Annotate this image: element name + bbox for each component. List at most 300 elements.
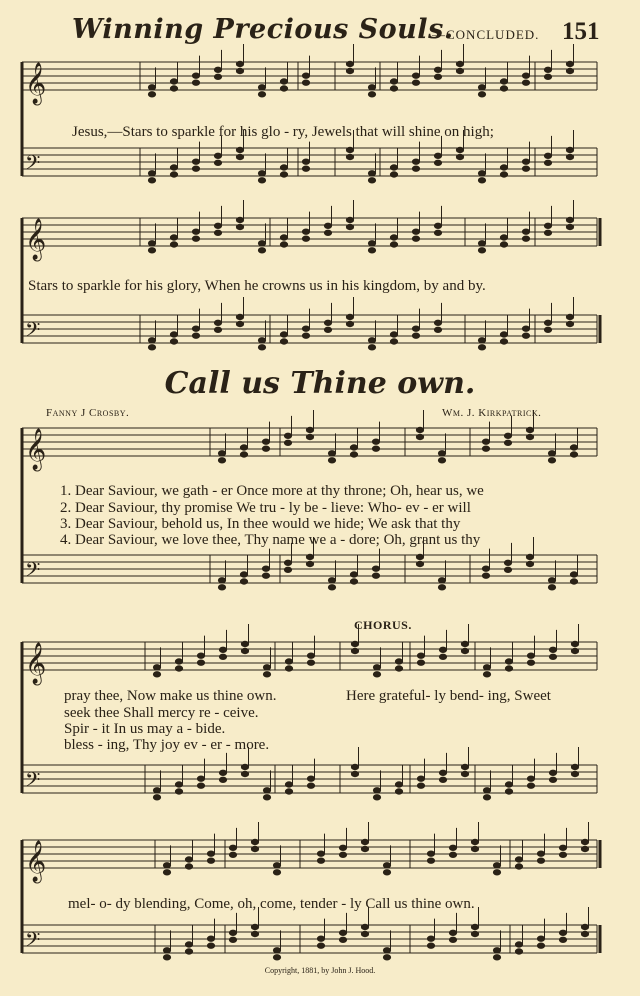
note-head [258,85,265,90]
note-head [390,79,397,84]
note-head [148,171,155,176]
note-head [548,578,555,583]
page-number: 151 [562,18,600,45]
note-head [570,579,577,584]
note-head [372,573,379,578]
note-head [500,235,507,240]
note-head [456,68,463,73]
note-head [559,845,566,850]
note-head [185,857,192,862]
note-head [483,788,490,793]
note-head [456,154,463,159]
note-head [170,242,177,247]
note-head [302,326,309,331]
note-head [197,783,204,788]
note-head [417,660,424,665]
note-head [192,229,199,234]
lyricist-credit: Fanny J Crosby. [46,407,130,419]
note-head [175,659,182,664]
note-head [368,85,375,90]
note-head [214,223,221,228]
note-head [504,567,511,572]
note-head [522,229,529,234]
note-head [170,172,177,177]
copyright-notice: Copyright, 1881, by John J. Hood. [264,966,376,975]
verse-line: 2. Dear Saviour, thy promise We tru - ly be - lieve: Who- ev - er will [60,500,471,516]
verse-line: pray thee, Now make us thine own. [64,688,277,704]
note-head [153,672,160,677]
note-head [148,85,155,90]
bass-clef-icon: 𝄢 [25,928,41,956]
note-head [258,248,265,253]
note-head [527,660,534,665]
note-head [526,434,533,439]
note-head [351,764,358,769]
note-head [258,171,265,176]
note-head [262,446,269,451]
bass-clef-icon: 𝄢 [25,151,41,179]
note-head [434,320,441,325]
note-head [505,782,512,787]
note-head [346,314,353,319]
note-head [328,458,335,463]
note-head [192,159,199,164]
note-head [461,641,468,646]
lyric-line: Jesus,—Stars to sparkle for his glo - ry, Jewels that will shine on high; [72,124,494,140]
note-head [241,641,248,646]
note-head [449,845,456,850]
note-head [368,248,375,253]
note-head [346,321,353,326]
verse-line: 1. Dear Saviour, we gath - er Once more at thy throne; Oh, hear us, we [60,483,484,499]
note-head [566,321,573,326]
lyric-line: Stars to sparkle for his glory, When he crowns us in his kingdom, by and by. [28,278,486,294]
note-head [390,86,397,91]
note-head [192,80,199,85]
note-head [368,171,375,176]
note-head [218,451,225,456]
hymn-title: Call us Thine own. [164,366,476,401]
note-head [500,79,507,84]
note-head [153,788,160,793]
note-head [214,327,221,332]
note-head [549,654,556,659]
note-head [306,554,313,559]
note-head [373,788,380,793]
note-head [449,930,456,935]
note-head [170,79,177,84]
note-head [350,452,357,457]
note-head [570,452,577,457]
note-head [317,858,324,863]
note-head [549,647,556,652]
verse-line: 3. Dear Saviour, behold us, In thee would we hide; We ask that thy [60,516,461,532]
verse-line: seek thee Shall mercy re - ceive. [64,705,259,721]
note-head [285,782,292,787]
note-head [544,153,551,158]
note-head [280,172,287,177]
note-head [284,440,291,445]
note-head [548,451,555,456]
note-head [548,585,555,590]
note-head [395,666,402,671]
note-head [537,943,544,948]
note-head [373,795,380,800]
note-head [324,320,331,325]
note-head [566,61,573,66]
note-head [566,154,573,159]
note-head [438,458,445,463]
note-head [412,73,419,78]
note-head [346,61,353,66]
note-head [434,160,441,165]
note-head [148,248,155,253]
note-head [493,863,500,868]
note-head [207,943,214,948]
note-head [351,641,358,646]
note-head [504,440,511,445]
note-head [229,937,236,942]
note-head [515,864,522,869]
note-head [412,326,419,331]
note-head [368,345,375,350]
note-head [240,445,247,450]
note-head [219,777,226,782]
note-head [368,338,375,343]
note-head [417,783,424,788]
note-head [307,783,314,788]
note-head [438,585,445,590]
note-head [526,561,533,566]
note-head [416,561,423,566]
note-head [390,242,397,247]
note-head [251,931,258,936]
note-head [395,789,402,794]
note-head [346,224,353,229]
note-head [427,936,434,941]
note-head [214,320,221,325]
note-head [263,795,270,800]
note-head [346,147,353,152]
note-head [219,647,226,652]
note-head [522,159,529,164]
treble-clef-icon: 𝄞 [25,63,47,104]
note-head [482,573,489,578]
note-head [566,217,573,222]
note-head [383,948,390,953]
note-head [493,870,500,875]
note-head [500,339,507,344]
note-head [478,338,485,343]
note-head [504,433,511,438]
note-head [197,660,204,665]
note-head [537,851,544,856]
note-head [218,458,225,463]
note-head [515,857,522,862]
note-head [197,653,204,658]
note-head [214,160,221,165]
note-head [170,86,177,91]
note-head [175,789,182,794]
note-head [372,439,379,444]
note-head [148,345,155,350]
note-head [439,647,446,652]
note-head [544,320,551,325]
note-head [566,314,573,319]
note-head [280,86,287,91]
note-head [482,439,489,444]
note-head [471,924,478,929]
note-head [302,73,309,78]
note-head [527,653,534,658]
treble-clef-icon: 𝄞 [25,429,47,470]
note-head [258,338,265,343]
note-head [236,321,243,326]
note-head [302,159,309,164]
note-head [339,852,346,857]
note-head [417,776,424,781]
note-head [263,665,270,670]
note-head [522,333,529,338]
note-head [197,776,204,781]
bass-clef-icon: 𝄢 [25,318,41,346]
note-head [412,80,419,85]
note-head [284,560,291,565]
note-head [522,326,529,331]
note-head [346,154,353,159]
note-head [544,223,551,228]
note-head [192,73,199,78]
note-head [302,236,309,241]
note-head [478,171,485,176]
note-head [361,839,368,844]
note-head [192,333,199,338]
note-head [500,172,507,177]
note-head [566,68,573,73]
note-head [566,224,573,229]
note-head [273,870,280,875]
note-head [505,659,512,664]
note-head [438,451,445,456]
note-head [427,943,434,948]
note-head [500,332,507,337]
note-head [207,936,214,941]
note-head [307,660,314,665]
note-head [478,85,485,90]
note-head [570,572,577,577]
note-head [416,434,423,439]
note-head [229,930,236,935]
note-head [483,795,490,800]
note-head [280,332,287,337]
note-head [240,572,247,577]
note-head [236,217,243,222]
note-head [241,648,248,653]
note-head [449,937,456,942]
note-head [478,345,485,350]
note-head [163,948,170,953]
note-head [285,789,292,794]
note-head [148,178,155,183]
note-head [368,241,375,246]
note-head [581,931,588,936]
note-head [483,672,490,677]
note-head [438,578,445,583]
note-head [280,242,287,247]
note-head [504,560,511,565]
note-head [390,235,397,240]
note-head [273,863,280,868]
chorus-label: CHORUS. [354,618,412,632]
note-head [219,654,226,659]
note-head [153,795,160,800]
note-head [461,648,468,653]
note-head [483,665,490,670]
note-head [559,937,566,942]
note-head [175,666,182,671]
note-head [412,229,419,234]
note-head [417,653,424,658]
note-head [285,659,292,664]
bass-clef-icon: 𝄢 [25,768,41,796]
note-head [544,74,551,79]
note-head [493,948,500,953]
note-head [383,863,390,868]
note-head [148,241,155,246]
note-head [280,235,287,240]
note-head [427,851,434,856]
note-head [493,955,500,960]
note-head [361,846,368,851]
note-head [229,845,236,850]
note-head [559,852,566,857]
note-head [581,846,588,851]
note-head [284,433,291,438]
note-head [317,943,324,948]
note-head [368,92,375,97]
note-head [317,851,324,856]
note-head [339,937,346,942]
note-head [306,434,313,439]
note-head [456,147,463,152]
note-head [439,777,446,782]
note-head [258,92,265,97]
note-head [163,870,170,875]
note-head [571,648,578,653]
note-head [373,672,380,677]
note-head [218,578,225,583]
note-head [280,165,287,170]
note-head [372,566,379,571]
note-head [207,858,214,863]
note-head [258,345,265,350]
note-head [284,567,291,572]
verse-line: 4. Dear Saviour, we love thee, Thy name we a - dore; Oh, grant us thy [60,532,481,548]
note-head [280,79,287,84]
note-head [537,858,544,863]
note-head [317,936,324,941]
note-head [307,653,314,658]
note-head [456,61,463,66]
note-head [434,153,441,158]
note-head [527,776,534,781]
note-head [390,339,397,344]
note-head [236,154,243,159]
note-head [412,166,419,171]
note-head [566,147,573,152]
treble-clef-icon: 𝄞 [25,643,47,684]
note-head [185,864,192,869]
composer-credit: Wm. J. Kirkpatrick. [442,407,542,419]
note-head [581,839,588,844]
note-head [368,178,375,183]
note-head [571,771,578,776]
note-head [471,931,478,936]
note-head [571,641,578,646]
note-head [500,165,507,170]
note-head [263,672,270,677]
note-head [383,955,390,960]
note-head [350,579,357,584]
note-head [471,846,478,851]
note-head [258,241,265,246]
note-head [416,554,423,559]
note-head [280,339,287,344]
note-head [373,665,380,670]
note-head [148,338,155,343]
note-head [471,839,478,844]
hymn-title: Winning Precious Souls. [72,14,454,45]
note-head [537,936,544,941]
note-head [549,770,556,775]
note-head [361,931,368,936]
note-head [544,327,551,332]
note-head [549,777,556,782]
note-head [262,573,269,578]
note-head [522,73,529,78]
note-head [302,166,309,171]
note-head [307,776,314,781]
treble-clef-icon: 𝄞 [25,219,47,260]
note-head [522,236,529,241]
note-head [324,327,331,332]
note-head [351,771,358,776]
note-head [251,846,258,851]
note-head [214,230,221,235]
note-head [434,327,441,332]
note-head [570,445,577,450]
note-head [395,782,402,787]
note-head [241,764,248,769]
note-head [192,326,199,331]
note-head [395,659,402,664]
note-head [515,942,522,947]
note-head [500,242,507,247]
note-head [214,153,221,158]
note-head [427,858,434,863]
note-head [262,439,269,444]
note-head [372,446,379,451]
note-head [302,229,309,234]
note-head [434,74,441,79]
note-head [214,74,221,79]
note-head [482,446,489,451]
note-head [153,665,160,670]
note-head [192,236,199,241]
note-head [544,160,551,165]
note-head [434,67,441,72]
note-head [526,427,533,432]
